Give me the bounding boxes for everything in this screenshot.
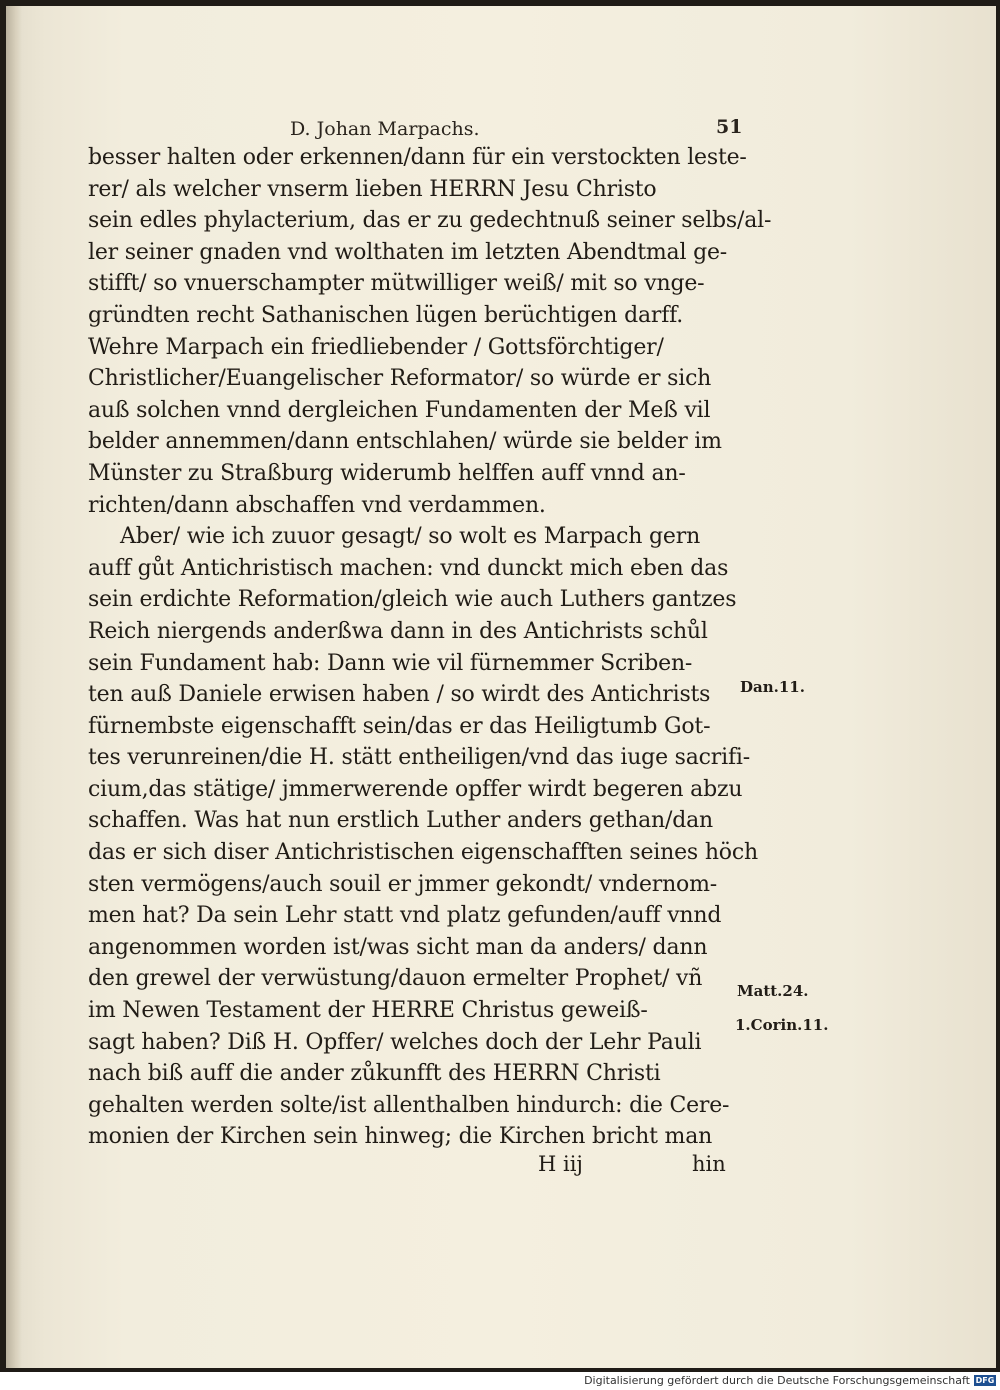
text-line: ten auß Daniele erwisen haben / so wirdt des Antichrists xyxy=(88,682,711,708)
text-line: stifft/ so vnuerschampter mütwilliger weiß/ mit so vnge‑ xyxy=(88,271,705,297)
text-line: monien der Kirchen sein hinweg; die Kirchen bricht man xyxy=(88,1124,713,1150)
text-line: auß solchen vnnd dergleichen Fundamenten der Meß vil xyxy=(88,397,711,423)
text-line: men hat? Da sein Lehr statt vnd platz gefunden/auff vnnd xyxy=(88,903,722,929)
text-line: richten/dann abschaffen vnd verdammen. xyxy=(88,492,546,518)
text-line: schaffen. Was hat nun erstlich Luther anders gethan/dan xyxy=(88,808,713,834)
dfg-logo: DFG xyxy=(975,1376,995,1385)
text-line: gründten recht Sathanischen lügen berüchtigen darff. xyxy=(88,302,684,328)
text-line: auff gůt Antichristisch machen: vnd dunckt mich eben das xyxy=(88,555,729,581)
text-line: Münster zu Straßburg widerumb helffen auff vnnd an‑ xyxy=(88,460,686,486)
text-line: sein erdichte Reformation/gleich wie auch Luthers gantzes xyxy=(88,587,737,613)
text-line: angenommen worden ist/was sicht man da anders/ dann xyxy=(88,934,708,960)
margin-note-daniel: Dan.11. xyxy=(740,678,805,696)
page-gutter-shadow xyxy=(6,6,22,1368)
text-line: sein edles phylacterium, das er zu gedechtnuß seiner selbs/al‑ xyxy=(88,208,772,234)
text-line: rer/ als welcher vnserm lieben HERRN Jesu Christo xyxy=(88,176,657,202)
text-line: tes verunreinen/die H. stätt entheiligen/vnd das iuge sacrifi‑ xyxy=(88,745,750,771)
signature-mark: H iij xyxy=(538,1152,583,1176)
text-line: gehalten werden solte/ist allenthalben hindurch: die Cere‑ xyxy=(88,1092,730,1118)
text-line: fürnembste eigenschafft sein/das er das Heiligtumb Got‑ xyxy=(88,713,711,739)
margin-note-corinthians: 1.Corin.11. xyxy=(735,1016,829,1034)
text-line: sten vermögens/auch souil er jmmer gekondt/ vndernom‑ xyxy=(88,871,718,897)
text-line: im Newen Testament der HERRE Christus geweiß‑ xyxy=(88,998,648,1024)
text-line: Christlicher/Euangelischer Reformator/ so würde er sich xyxy=(88,366,712,392)
text-line: Reich niergends anderßwa dann in des Antichrists schůl xyxy=(88,618,708,644)
footer-bar xyxy=(0,1372,1000,1390)
text-line: besser halten oder erkennen/dann für ein verstockten leste‑ xyxy=(88,145,747,170)
margin-note-matthew: Matt.24. xyxy=(737,982,809,1000)
running-head: D. Johan Marpachs. xyxy=(290,118,480,140)
body-text xyxy=(88,142,772,1153)
text-line: den grewel der verwüstung/dauon ermelter Prophet/ vñ xyxy=(88,966,703,992)
text-line: Wehre Marpach ein friedliebender / Gottsförchtiger/ xyxy=(88,334,664,360)
catchword: hin xyxy=(692,1152,726,1176)
text-line: ler seiner gnaden vnd wolthaten im letzten Abendtmal ge‑ xyxy=(88,239,728,265)
text-line: das er sich diser Antichristischen eigenschafften seines höch xyxy=(88,840,758,866)
funding-notice: Digitalisierung gefördert durch die Deutsche Forschungsgemeinschaft xyxy=(584,1374,970,1387)
folio-number: 51 xyxy=(716,116,743,138)
text-line: sein Fundament hab: Dann wie vil fürnemmer Scriben‑ xyxy=(88,650,693,676)
text-line: nach biß auff die ander zůkunfft des HERRN Christi xyxy=(88,1061,661,1087)
paragraph-start-line: Aber/ wie ich zuuor gesagt/ so wolt es Marpach gern xyxy=(120,524,701,550)
text-line: sagt haben? Diß H. Opffer/ welches doch der Lehr Pauli xyxy=(88,1029,702,1055)
text-line: belder annemmen/dann entschlahen/ würde sie belder im xyxy=(88,429,722,455)
text-line: cium,das stätige/ jmmerwerende opffer wirdt begeren abzu xyxy=(88,776,743,802)
